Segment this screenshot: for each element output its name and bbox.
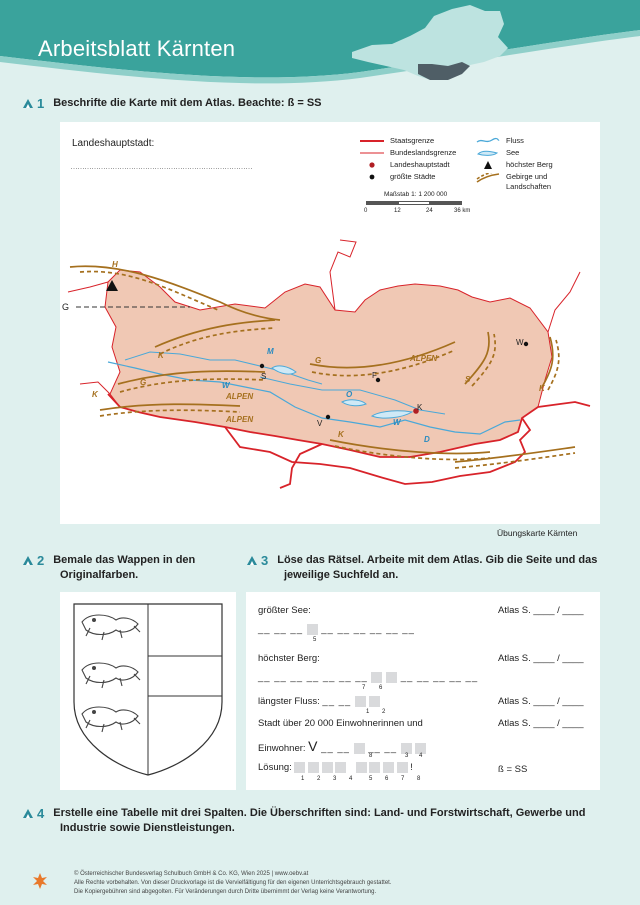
solution-number-3: 3 — [333, 776, 337, 782]
map-label-w2: W — [393, 418, 401, 427]
solution-label: Lösung: — [258, 762, 292, 774]
task-1-instruction: Beschrifte die Karte mit dem Atlas. Beachte: ß = SS — [53, 97, 322, 109]
legend-staatsgrenze: Staatsgrenze — [390, 136, 435, 145]
riddle-q2-atlas[interactable]: Atlas S. ____ / ____ — [498, 653, 584, 664]
solution-box[interactable] — [308, 762, 319, 773]
solution-box[interactable] — [294, 762, 305, 773]
task-3-instruction-1: Löse das Rätsel. Arbeite mit dem Atlas. Gib die Seite und das — [277, 554, 598, 566]
riddle-q4-label: Stadt über 20 000 Einwohnerinnen und — [258, 718, 423, 729]
city-v — [326, 415, 330, 419]
riddle-box[interactable] — [386, 672, 397, 683]
riddle-solution — [258, 762, 413, 773]
task-1-heading — [22, 96, 322, 111]
solution-box[interactable] — [335, 762, 346, 773]
map-label-s-mountain: S — [465, 375, 471, 384]
capital-label: Landeshauptstadt: — [72, 138, 155, 149]
solution-number-2: 2 — [317, 776, 321, 782]
task-1-number: 1 — [37, 96, 45, 111]
task-4-instruction-2: Industrie sowie Dienstleistungen. — [60, 822, 235, 834]
solution-number-5: 5 — [369, 776, 373, 782]
solution-box[interactable] — [369, 762, 380, 773]
scale-tick-12: 12 — [394, 208, 401, 214]
scale-tick-36: 36 km — [454, 208, 471, 214]
solution-exclamation: ! — [410, 762, 413, 774]
riddle-box[interactable] — [371, 672, 382, 683]
riddle-card — [246, 592, 600, 790]
atlas-icon — [22, 97, 34, 109]
page-title: Arbeitsblatt Kärnten — [38, 36, 236, 61]
solution-number-7: 7 — [401, 776, 405, 782]
riddle-q1-label: größter See: — [258, 605, 311, 616]
map-label-g-left: G — [62, 302, 70, 312]
solution-box[interactable] — [383, 762, 394, 773]
solution-number-8: 8 — [417, 776, 421, 782]
map-label-s-city: S — [261, 372, 267, 381]
task-2-instruction-2: Originalfarben. — [60, 569, 139, 581]
riddle-box[interactable] — [354, 743, 365, 754]
map-label-alpen3: ALPEN — [410, 354, 438, 363]
task-3-number: 3 — [261, 553, 269, 568]
riddle-ss-note: ß = SS — [498, 764, 528, 775]
riddle-q3-text: längster Fluss: — [258, 696, 320, 708]
riddle-box[interactable] — [355, 696, 366, 707]
bundeslandsgrenze-east — [548, 272, 580, 332]
box-number-2: 2 — [382, 709, 386, 715]
box-number-3: 3 — [405, 753, 409, 759]
riddle-q4b-letter: V — [308, 738, 318, 754]
map-label-k2: K — [92, 390, 98, 399]
box-number-6: 6 — [379, 685, 383, 691]
legend-fluss: Fluss — [506, 136, 524, 145]
map-label-w-city: W — [516, 338, 524, 347]
legend-see: See — [506, 148, 520, 157]
page-header — [0, 0, 640, 92]
legend-landeshauptstadt: Landeshauptstadt — [390, 160, 450, 169]
riddle-q4b-blanks[interactable]: __ __ __ __ — [318, 743, 427, 754]
atlas-icon — [246, 554, 258, 566]
task-3-heading — [246, 553, 597, 583]
map-label-alpen1: ALPEN — [226, 392, 254, 401]
map-label-v: V — [317, 419, 323, 428]
city-s — [260, 364, 264, 368]
publisher-logo-icon — [32, 872, 48, 890]
riddle-q2-blanks[interactable]: __ __ __ __ __ __ __ __ __ __ __ __ — [258, 672, 479, 684]
solution-number-4: 4 — [349, 776, 353, 782]
solution-number-6: 6 — [385, 776, 389, 782]
box-number-4: 4 — [419, 753, 423, 759]
map-label-g3: G — [315, 356, 322, 365]
box-number-1: 1 — [366, 709, 370, 715]
task-2-heading — [22, 553, 195, 583]
map-label-o: O — [346, 390, 353, 399]
bundeslandsgrenze-northwest — [68, 282, 108, 292]
legend-hoechster-berg: höchster Berg — [506, 160, 553, 169]
riddle-q2-label: höchster Berg: — [258, 653, 320, 664]
legend-bundeslandsgrenze: Bundeslandsgrenze — [390, 148, 457, 157]
map-caption: Übungskarte Kärnten — [497, 528, 578, 538]
map-label-w-river: W — [222, 381, 230, 390]
city-w — [524, 342, 528, 346]
solution-box[interactable] — [322, 762, 333, 773]
carinthia-land-area — [105, 270, 552, 457]
riddle-q1-blanks[interactable]: __ __ __ __ __ __ __ __ __ — [258, 624, 415, 636]
box-number-8: 8 — [369, 753, 373, 759]
solution-number-1: 1 — [301, 776, 305, 782]
map-label-k1: K — [158, 351, 164, 360]
riddle-box[interactable] — [369, 696, 380, 707]
capital-answer-line[interactable]: …………………………………………………………………… — [70, 162, 252, 171]
riddle-q4-atlas[interactable]: Atlas S. ____ / ____ — [498, 718, 584, 729]
riddle-q1-atlas[interactable]: Atlas S. ____ / ____ — [498, 605, 584, 616]
scale-tick-24: 24 — [426, 208, 433, 214]
map-label-h: H — [112, 260, 118, 269]
solution-box[interactable] — [356, 762, 367, 773]
map-label-k-right: K — [539, 384, 545, 393]
solution-box[interactable] — [397, 762, 408, 773]
staatsgrenze-southwest-2 — [280, 444, 322, 488]
page-footer — [0, 862, 640, 905]
riddle-q3-blanks[interactable]: __ __ — [322, 696, 380, 707]
map-label-f: F — [372, 371, 377, 380]
footer-copyright: © Österreichischer Bundesverlag Schulbuch GmbH & Co. KG, Wien 2025 | www.oebv.at — [74, 871, 309, 877]
map-label-k-city: K — [417, 403, 423, 412]
task-4-number: 4 — [37, 806, 45, 821]
bundeslandsgrenze-north — [330, 240, 356, 310]
legend-gebirge-2: Landschaften — [506, 182, 552, 191]
box-number-5: 5 — [313, 637, 317, 643]
legend-groesste-staedte: größte Städte — [390, 172, 436, 181]
riddle-q3-atlas[interactable]: Atlas S. ____ / ____ — [498, 696, 584, 707]
task-3-instruction-2: jeweilige Suchfeld an. — [284, 569, 399, 581]
carinthia-map — [60, 122, 600, 524]
box-number-7: 7 — [362, 685, 366, 691]
scale-tick-0: 0 — [364, 208, 368, 214]
scale-title: Maßstab 1: 1 200 000 — [384, 191, 448, 198]
task-2-number: 2 — [37, 553, 45, 568]
coat-of-arms-shield[interactable] — [60, 592, 236, 790]
task-4-instruction-1: Erstelle eine Tabelle mit drei Spalten. Die Überschriften sind: Land- und Forstwirtschaft, Gewerbe und — [53, 807, 586, 819]
map-label-g2: G — [140, 378, 147, 387]
riddle-q4b — [258, 738, 426, 754]
task-2-instruction-1: Bemale das Wappen in den — [53, 554, 196, 566]
riddle-box[interactable] — [307, 624, 318, 635]
footer-fees: Die Kopiergebühren sind abgegolten. Für Veränderungen durch Dritte übernimmt der Verlag keine Verantwortung. — [74, 889, 377, 895]
map-card — [60, 122, 600, 524]
map-label-alpen2: ALPEN — [226, 415, 254, 424]
footer-rights: Alle Rechte vorbehalten. Von dieser Druckvorlage ist die Vervielfältigung für den eigenen Unterrichtsgebrauch gestattet. — [74, 880, 392, 886]
riddle-q3-label — [258, 696, 380, 707]
atlas-icon — [22, 554, 34, 566]
map-label-d: D — [424, 435, 430, 444]
riddle-q4b-text: Einwohner: — [258, 743, 306, 754]
map-label-k3: K — [338, 430, 344, 439]
task-4-heading — [22, 806, 585, 836]
legend-gebirge-1: Gebirge und — [506, 172, 548, 181]
atlas-icon — [22, 807, 34, 819]
coat-of-arms-card — [60, 592, 236, 790]
map-label-m: M — [267, 347, 274, 356]
